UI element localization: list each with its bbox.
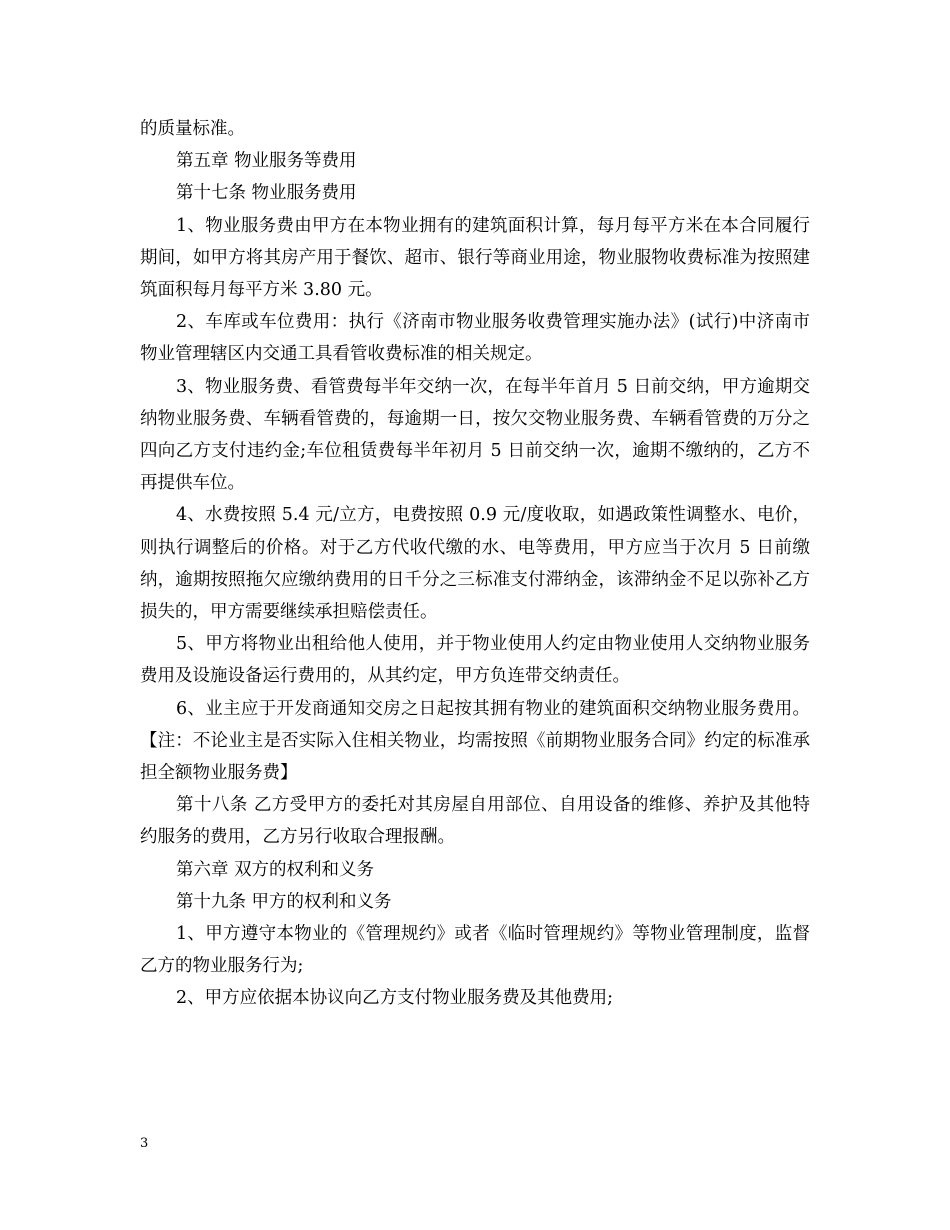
document-body: [140, 113, 810, 1015]
chapter-heading-5: 第五章 物业服务等费用: [176, 151, 357, 172]
paragraph-parking-fee: 2、车库或车位费用：执行《济南市物业服务收费管理实施办法》(试行)中济南市物业管理辖区内交通工具看管收费标准的相关规定。: [140, 312, 810, 365]
page-number: 3: [140, 1136, 149, 1151]
article-heading-19: 第十九条 甲方的权利和义务: [176, 891, 392, 912]
paragraph-owner-obligation-1: 1、甲方遵守本物业的《管理规约》或者《临时管理规约》等物业管理制度，监督乙方的物业服务行为;: [140, 924, 810, 977]
article-heading-17: 第十七条 物业服务费用: [176, 183, 357, 204]
paragraph-quality-standard: 的质量标准。: [140, 119, 245, 139]
paragraph-payment-schedule: 3、物业服务费、看管费每半年交纳一次，在每半年首月 5 日前交纳，甲方逾期交纳物业服务费、车辆看管费的，每逾期一日，按欠交物业服务费、车辆看管费的万分之四向乙方支付违约金;车位租赁费每半年初月 5 日前交纳一次，逾期不缴纳的，乙方不再提供车位。: [140, 376, 810, 494]
article-18: 第十八条 乙方受甲方的委托对其房屋自用部位、自用设备的维修、养护及其他特 约服务的费用，乙方另行收取合理报酬。: [140, 795, 810, 848]
paragraph-service-fee: 1、物业服务费由甲方在本物业拥有的建筑面积计算，每月每平方米在本合同履行期间，如甲方将其房产用于餐饮、超市、银行等商业用途，物业服物收费标准为按照建筑面积每月每平方米 3.80 元。: [140, 215, 810, 301]
paragraph-owner-fee-start: 6、业主应于开发商通知交房之日起按其拥有物业的建筑面积交纳物业服务费用。【注：不论业主是否实际入住相关物业，均需按照《前期物业服务合同》约定的标准承担全额物业服务费】: [140, 698, 810, 784]
paragraph-rental: 5、甲方将物业出租给他人使用，并于物业使用人约定由物业使用人交纳物业服务费用及设施设备运行费用的，从其约定，甲方负连带交纳责任。: [140, 634, 810, 687]
paragraph-owner-obligation-2: 2、甲方应依据本协议向乙方支付物业服务费及其他费用;: [176, 988, 614, 1009]
paragraph-utility-fee: 4、水费按照 5.4 元/立方，电费按照 0.9 元/度收取，如遇政策性调整水、电价，则执行调整后的价格。对于乙方代收代缴的水、电等费用，甲方应当于次月 5 日前缴纳，逾期按照拖欠应缴纳费用的日千分之三标准支付滞纳金，该滞纳金不足以弥补乙方损失的，甲方需要继续承担赔偿责任。: [140, 505, 810, 623]
chapter-heading-6: 第六章 双方的权利和义务: [176, 859, 375, 880]
